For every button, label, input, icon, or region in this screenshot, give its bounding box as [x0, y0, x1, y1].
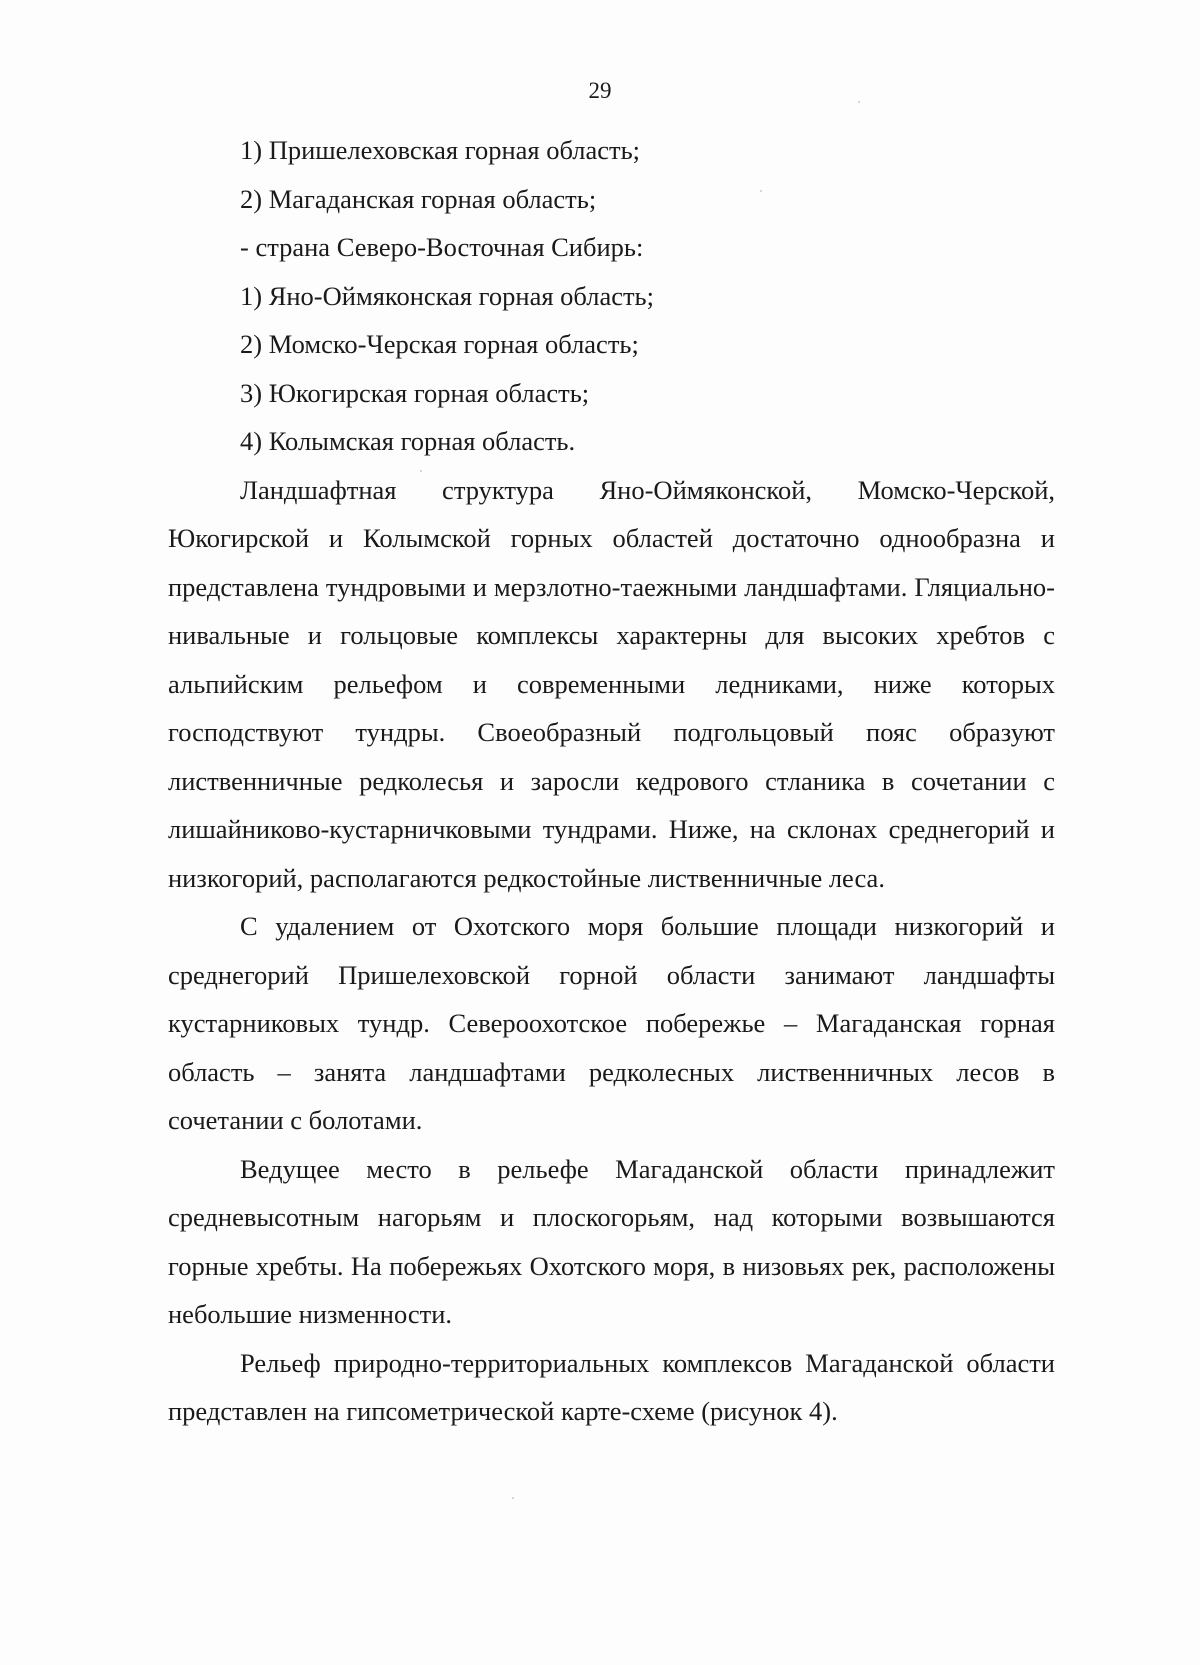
- list-item: 2) Магаданская горная область;: [240, 183, 597, 214]
- page-content: [168, 126, 1055, 1436]
- scan-speck: [760, 190, 762, 192]
- list-item: 1) Пришелеховская горная область;: [240, 135, 641, 165]
- scan-speck: [420, 470, 422, 472]
- paragraph-figure-reference: Рельеф природно-территориальных комплексов Магаданской области представлен на гипсометрической карте-схеме (рисунок 4).: [168, 1347, 1055, 1426]
- page-number: 29: [588, 78, 612, 103]
- scan-speck: [512, 1497, 514, 1499]
- paragraph-relief: Ведущее место в рельефе Магаданской области принадлежит средневысотным нагорьям и плоскогорьям, над которыми возвышаются горные хребты. На побережьях Охотского моря, в низовьях рек, расположены небольшие низменности.: [168, 1153, 1055, 1329]
- list-item: 2) Момско-Черская горная область;: [240, 329, 639, 359]
- list-item: 1) Яно-Оймяконская горная область;: [240, 280, 654, 311]
- list-item: 4) Колымская горная область.: [240, 426, 576, 456]
- paragraph-landscape-structure: Ландшафтная структура Яно-Оймяконской, Момско-Черской, Юкогирской и Колымской горных областей достаточно однообразна и представлена тундровыми и мерзлотно-таежными ландшафтами. Гляциально-нивальные и гольцовые комплексы характерны для высоких хребтов с альпийским рельефом и современными ледниками, ниже которых господствуют тундры. Своеобразный подгольцовый пояс образуют лиственничные редколесья и заросли кедрового стланика в сочетании с лишайниково-кустарничковыми тундрами. Ниже, на склонах среднегорий и низкогорий, располагаются редкостойные лиственничные леса.: [168, 474, 1055, 893]
- list-item: - страна Северо-Восточная Сибирь:: [240, 232, 644, 262]
- scan-speck: [858, 101, 860, 103]
- list-item: 3) Юкогирская горная область;: [240, 377, 590, 408]
- paragraph-okhotsk-coast: С удалением от Охотского моря большие площади низкогорий и среднегорий Пришелеховской горной области занимают ландшафты кустарниковых тундр. Североохотское побережье – Магаданская горная область – занята ландшафтами редколесных лиственничных лесов в сочетании с болотами.: [168, 911, 1055, 1135]
